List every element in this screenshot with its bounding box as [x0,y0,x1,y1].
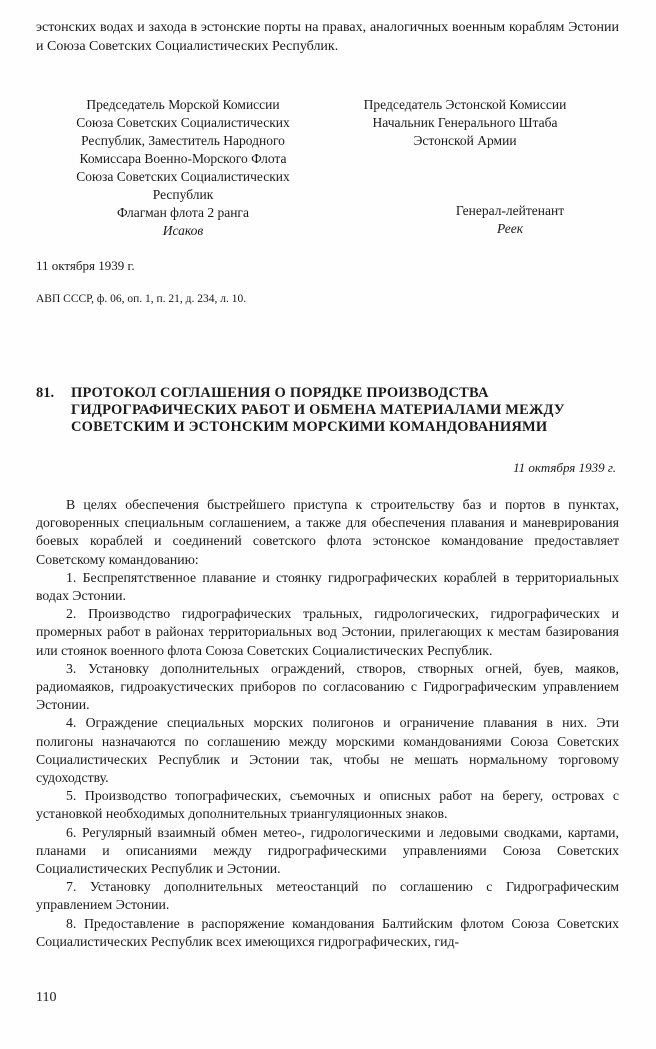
page-number: 110 [36,990,57,1005]
signature-line: Эстонской Армии [413,133,517,148]
intro-text: эстонских водах и захода в эстонские порты на правах, аналогичных военным кораблям Эстонии и Союза Советских Социалистических Республик. [36,20,619,54]
document-title: ПРОТОКОЛ СОГЛАШЕНИЯ О ПОРЯДКЕ ПРОИЗВОДСТВА ГИДРОГРАФИЧЕСКИХ РАБОТ И ОБМЕНА МАТЕРИАЛАМИ МЕЖДУ СОВЕТСКИМ И ЭСТОНСКИМ МОРСКИМИ КОМАНДОВАНИЯМИ [71,385,565,435]
signature-line: Республик [152,187,214,202]
signature-block-right [340,96,590,236]
body-paragraph: В целях обеспечения быстрейшего приступа к строительству баз и портов в пунктах, договоренных специальным соглашением, а также для обеспечения плавания и маневрирования боевых кораблей и соединений советского флота эстонское командование предоставляет Советскому командованию: [36,497,619,567]
body-paragraph: 7. Установку дополнительных метеостанций по соглашению с Гидрографическим управлением Эстонии. [36,879,619,913]
signatory-name-right: Реек [496,221,524,236]
signature-line: Начальник Генерального Штаба [372,115,558,130]
signature-line: Республик, Заместитель Народного [81,133,285,148]
signature-line: Флагман флота 2 ранга [117,205,249,220]
body-paragraph: 4. Ограждение специальных морских полигонов и ограничение плавания в них. Эти полигоны назначаются по соглашению между морскими командованиями Союза Советских Социалистических Республик и Эстонии так, чтобы не мешать нормальному торговому судоходству. [36,715,619,786]
signature-block-left [48,96,318,240]
signature-line: Председатель Эстонской Комиссии [363,97,567,112]
body-paragraph: 2. Производство гидрографических тральных, гидрологических, гидрографических и промерных работ в районах территориальных вод Эстонии, прилегающих к местам базирования или стоянок военного флота Союза Советских Социалистических Республик. [36,606,619,658]
signature-line: Союза Советских Социалистических [76,169,290,184]
signature-line: Комиссара Военно-Морского Флота [79,151,287,166]
document-date: 11 октября 1939 г. [513,460,616,475]
body-paragraph: 8. Предоставление в распоряжение командования Балтийским флотом Союза Советских Социалистических Республик всех имеющихся гидрографических, гид- [36,915,619,949]
body-paragraph: 5. Производство топографических, съемочных и описных работ на берегу, островах с установкой необходимых дополнительных триангуляционных знаков. [36,788,619,822]
signature-line: Союза Советских Социалистических [76,115,290,130]
archive-source: АВП СССР, ф. 06, оп. 1, п. 21, д. 234, л. 10. [36,293,247,305]
document-body [36,496,619,951]
body-paragraph: 3. Установку дополнительных ограждений, створов, створных огней, буев, маяков, радиомаяков, гидроакустических приборов по согласованию с Гидрографическим управлением Эстонии. [36,660,619,713]
signature-rank-block [430,202,590,238]
signatory-name-left: Исаков [162,223,204,238]
body-paragraph: 1. Беспрепятственное плавание и стоянку гидрографических кораблей в территориальных водах Эстонии. [36,569,619,604]
intro-paragraph [36,18,619,56]
body-paragraph: 6. Регулярный взаимный обмен метео-, гидрологическими и ледовыми сводками, картами, планами и описаниями между гидрографическими управлениями Союза Советских Социалистических Республик и Эстонии. [36,824,619,877]
document-number: 81. [36,385,55,401]
signatory-rank-right: Генерал-лейтенант [455,203,565,218]
signing-date: 11 октября 1939 г. [36,258,135,273]
signature-line: Председатель Морской Комиссии [86,97,280,112]
